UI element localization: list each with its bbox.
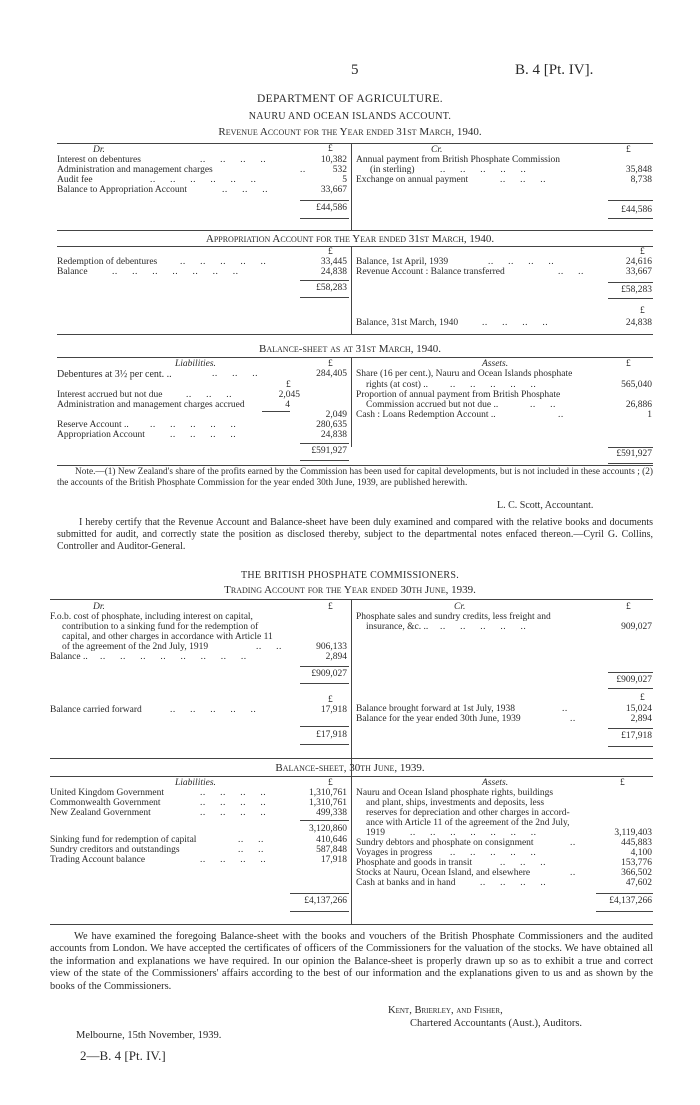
bs1939-asset-row-amount: 47,602 [625, 878, 652, 888]
trading-dr-row-label: Balance .. [50, 652, 88, 662]
bs1939-pound-liab: £ [328, 778, 333, 788]
bs1939-liab-row-amount: 1,310,761 [309, 798, 347, 808]
bs1939-liab-row-label: Sinking fund for redemption of capital [50, 835, 197, 845]
appropriation-cr-row-amount: 24,616 [625, 257, 652, 267]
bs1939-asset-row-amount: 153,776 [621, 858, 652, 868]
auditors-firm: Kent, Brierley, and Fisher, [388, 1005, 503, 1016]
bs1939-liab-row-label: Trading Account balance [50, 855, 146, 865]
bs1939-asset-row-label: Sundry debtors and phosphate on consignment [356, 838, 534, 848]
bs1940-liabilities-head: Liabilities. [175, 359, 216, 369]
appropriation-total-dr: £58,283 [316, 283, 347, 293]
appropriation-dr-row-amount: 24,838 [320, 267, 347, 277]
trading-pound-dr: £ [328, 602, 333, 612]
department-title: DEPARTMENT OF AGRICULTURE. [257, 93, 443, 105]
bs1939-liab-row-label: United Kingdom Government [50, 788, 164, 798]
appropriation-account-title: Appropriation Account for the Year ended 31st March, 1940. [205, 233, 495, 245]
trading-carried-label: Balance carried forward [50, 705, 142, 715]
footer-reference: 2—B. 4 [Pt. IV.] [80, 1048, 166, 1063]
bs1940-pound-liab: £ [328, 359, 333, 369]
bs1940-interest-amount: 2,045 [278, 390, 300, 400]
bs1940-asset-row-amount: 26,886 [625, 400, 652, 410]
bs1939-total-assets: £4,137,266 [609, 896, 652, 906]
balance-sheet-1940-title: Balance-sheet as at 31st March, 1940. [259, 343, 441, 355]
revenue-total-cr: £44,586 [621, 205, 652, 215]
bs1940-asset-row-label: Proportion of annual payment from British Phosphate [356, 390, 561, 400]
trading-total2-cr: £17,918 [621, 731, 652, 741]
revenue-dr-row-label: Administration and management charges [57, 165, 213, 175]
trading-brought-row-label: Balance for the year ended 30th June, 1939 [356, 714, 521, 724]
note-text: Note.—(1) New Zealand's share of the profits earned by the Commission has been used for capital developments, but is not included in these accounts ; (2) the accounts of the British Phosphate Commission for the year ended 30th June, 1939, are published herewith. [57, 467, 653, 488]
trading-cr-row-label: Phosphate sales and sundry credits, less freight and [356, 612, 551, 622]
note-signature: L. C. Scott, Accountant. [497, 500, 594, 511]
place-date: Melbourne, 15th November, 1939. [76, 1030, 222, 1041]
bs1940-debentures-amount: 284,405 [316, 369, 347, 379]
appropriation-pound-cr: £ [640, 247, 645, 257]
trading-cr-row-label: insurance, &c. .. [366, 622, 429, 632]
bs1939-asset-row-label: Cash at banks and in hand [356, 878, 456, 888]
bs1939-asset-row-label: ance with Article 11 of the agreement of the 2nd July, [366, 818, 570, 828]
page: 5 B. 4 [Pt. IV]. DEPARTMENT OF AGRICULTURE. NAURU AND OCEAN ISLANDS ACCOUNT. Revenue Account for the Year ended 31st March, 1940. Dr. £ Cr. £ Interest on debentures .. .. .. .. 10,382 Administration and management charges .. 532 Audit fee .. .. .. .. .. .. 5 Balance to Appropriation Account .. .. .. 33,667 Annual payment from British Phosphate Commission (in sterling) .. .. .. .. .. 35,848 Exchange on annual payment .. .. .. 8,738 £44,586 £44,586 Appropriation Account for the Year ended 31st March, 1940. £ £ Redemption of debentures .. .. .. .. .. 33,445 Balance .. .. .. .. .. .. .. 24,838 Balance, 1st April, 1939 .. .. .. .. 24,616 Revenue Account : Balance transferred .. .. 33,667 £58,283 £58,283 £ Balance, 31st March, 1940 .. .. .. .. 24,838 Balance-sheet as at 31st March, 1940. Liabilities. £ Assets. £ Debentures at 3½ per cent. .. .. .. .. 284,405 £ Interest accrued but not due .. .. .. 2,045 Administration and management charges accrued 4 2,049 Reserve Account .. .. .. .. .. .. 280,635 Appropriation Account .. .. .. .. 24,838 Share (16 per cent.), Nauru and Ocean Islands phosphate rights (at cost) .. .. .. .. .. .. 565,040 Proportion of annual payment from British Phosphate Commission accrued but not due .. .. .. 26,886 Cash : Loans Redemption Account .. .. 1 £591,927 £591,927 Note.—(1) New Zealand's share of the profits earned by the Commission has been used for capital developments, but is not included in these accounts ; (2) the accounts of the British Phosphate Commission for the year ended 30th June, 1939, are published herewith. L. C. Scott, Accountant. I hereby certify that the Revenue Account and Balance-sheet have been duly examined and compared with the relative books and documents submitted for audit, and correctly state the position as disclosed thereby, subject to the departmental notes enfaced thereon.—Cyril G. Collins, Controller and Auditor-General. THE BRITISH PHOSPHATE COMMISSIONERS. Trading Account for the Year ended 30th June, 1939. Dr. £ Cr. £ F.o.b. cost of phosphate, including interest on capital, contribution to a sinking fund for the redemption of capital, and other charges in accordance with Article 11 of the agreement of the 2nd July, 1919 .. .. 906,133 Balance .. .. .. .. .. .. .. .. .. 2,894 Phosphate sales and sundry credits, less freight and insurance, &c. .. .. .. .. .. .. 909,027 £909,027 £909,027 £ £ Balance carried forward .. .. .. .. .. 17,918 Balance brought forward at 1st July, 1938 .. 15,024 Balance for the year ended 30th June, 1939 .. 2,894 £17,918 £17,918 Balance-sheet, 30th June, 1939. Liabilities. £ Assets. £ United Kingdom Government .. .. .. .. 1,310,761 Commonwealth Government .. .. .. .. 1,310,761 New Zealand Government .. .. .. .. 499,338 3,120,860 Sinking fund for redemption of capital .. .. 410,646 Sundry creditors and outstandings .. .. 587,848 Trading Account balance .. .. .. .. 17,918 Nauru and Ocean Island phosphate rights, buildings and plant, ships, investments and deposits, less reserves for depreciation and other charges in accord- ance with Article 11 of the agreement of the 2nd July, 1919 .. .. .. .. .. .. .. 3,119,403 Sundry debtors and phosphate on consignment .. 445,883 Voyages in progress .. .. .. .. .. 4,100 Phosphate and goods in transit .. .. .. 153,776 Stocks at Nauru, Ocean Island, and elsewhere .. 366,502 Cash at banks and in hand .. .. .. .. 47,602 £4,137,266 £4,137,266 We have examined the foregoing Balance-sheet with the books and vouchers of the British Phosphate Commissioners and the audited accounts from London. We have accepted the certificates of officers of the Commissioners for the valuation of the stocks. We have obtained all the information and explanations we have required. In our opinion the Balance-sheet is properly drawn up so as to exhibit a true and correct view of the state of the Commissioners' affairs according to the best of our information and the explanations given to us and as shown by the books of the Commissioners. Kent, Brierley, and Fisher, Chartered Accountants (Aust.), Auditors. Melbourne, 15th November, 1939. 2—B. 4 [Pt. IV.] [0, 0, 700, 1105]
bs1939-liab-row-label: Commonwealth Government [50, 798, 161, 808]
revenue-account-title: Revenue Account for the Year ended 31st March, 1940. [218, 126, 482, 138]
trading-brought-row-amount: 2,894 [630, 714, 652, 724]
bs1939-asset-row-amount: 366,502 [621, 868, 652, 878]
trading-total-dr: £909,027 [311, 669, 347, 679]
revenue-cr-row-label: (in sterling) [370, 165, 415, 175]
bs1940-pound-sub: £ [286, 380, 291, 390]
bs1939-asset-row-amount: 4,100 [630, 848, 652, 858]
audit-report-text: We have examined the foregoing Balance-sheet with the books and vouchers of the British Phosphate Commissioners and the audited accounts from London. We have accepted the certificates of officers of the Commissioners for the valuation of the stocks. We have obtained all the information and explanations we have required. In our opinion the Balance-sheet is properly drawn up so as to exhibit a true and correct view of the state of the Commissioners' affairs according to the best of our information and the explanations given to us and as shown by the books of the Commissioners. [50, 931, 653, 992]
trading-brought-row-amount: 15,024 [625, 704, 652, 714]
appropriation-cr-row-amount: 33,667 [625, 267, 652, 277]
trading-dr-row-amount: 2,894 [325, 652, 347, 662]
series-reference: B. 4 [Pt. IV]. [515, 62, 594, 78]
bs1940-interest-label: Interest accrued but not due [57, 390, 163, 400]
bs1939-liab-row-amount: 410,646 [316, 835, 347, 845]
bs1939-liab-subtotal: 3,120,860 [309, 824, 347, 834]
trading-cr-row-amount: 909,027 [621, 622, 652, 632]
revenue-cr-row-label: Annual payment from British Phosphate Commission [356, 155, 560, 165]
appropriation-pound-dr: £ [328, 247, 333, 257]
bs1940-admin-amount: 4 [285, 400, 290, 410]
revenue-cr-row-label: Exchange on annual payment [356, 175, 469, 185]
revenue-cr-row-amount: 35,848 [625, 165, 652, 175]
bs1940-total-assets: £591,927 [616, 449, 652, 459]
bs1939-asset-row-label: reserves for depreciation and other charges in accord- [366, 808, 570, 818]
certification-text: I hereby certify that the Revenue Account and Balance-sheet have been duly examined and compared with the relative books and documents submitted for audit, and correctly state the position as disclosed thereby, subject to the departmental notes enfaced thereon.—Cyril G. Collins, Controller and Auditor-General. [57, 517, 653, 552]
bs1940-asset-row-label: Cash : Loans Redemption Account .. [356, 410, 496, 420]
revenue-dr-row-amount: 33,667 [320, 185, 347, 195]
trading-dr-row-label: contribution to a sinking fund for the redemption of [62, 622, 259, 632]
page-number: 5 [351, 62, 359, 78]
trading-dr-row-amount: 906,133 [316, 642, 347, 652]
bs1940-asset-row-label: Commission accrued but not due .. [366, 400, 499, 410]
nauru-account-title: NAURU AND OCEAN ISLANDS ACCOUNT. [248, 111, 452, 122]
revenue-dr-row-label: Interest on debentures [57, 155, 141, 165]
bs1939-asset-row-label: Nauru and Ocean Island phosphate rights, buildings [356, 788, 554, 798]
revenue-pound-dr: £ [328, 144, 333, 154]
bs1940-total-liabilities: £591,927 [311, 446, 347, 456]
trading-dr-row-label: F.o.b. cost of phosphate, including interest on capital, [50, 612, 253, 622]
bs1939-asset-row-label: 1919 [366, 828, 385, 838]
revenue-dr-row-label: Audit fee [57, 175, 93, 185]
trading-brought-pound: £ [640, 693, 645, 703]
appropriation-cr-row-label: Balance, 1st April, 1939 [356, 257, 449, 267]
trading-account-title: Trading Account for the Year ended 30th June, 1939. [224, 584, 476, 596]
trading-dr-row-label: of the agreement of the 2nd July, 1919 [62, 642, 209, 652]
bs1939-assets-head: Assets. [482, 778, 509, 788]
bs1940-assets-head: Assets. [482, 359, 509, 369]
appropriation-dr-row-label: Redemption of debentures [57, 257, 158, 267]
revenue-dr-row-amount: 532 [332, 165, 347, 175]
trading-total2-dr: £17,918 [316, 730, 347, 740]
auditors-title: Chartered Accountants (Aust.), Auditors. [410, 1018, 583, 1029]
bs1939-liab-row-label: Sundry creditors and outstandings [50, 845, 180, 855]
bs1940-debentures-label: Debentures at 3½ per cent. .. [57, 369, 172, 380]
bs1939-asset-row-label: Stocks at Nauru, Ocean Island, and elsewhere [356, 868, 531, 878]
trading-carried-amount: 17,918 [320, 705, 347, 715]
revenue-dr-label: Dr. [93, 145, 105, 155]
revenue-dr-row-label: Balance to Appropriation Account [57, 185, 188, 195]
trading-total-cr: £909,027 [616, 675, 652, 685]
appropriation-dr-row-label: Balance [57, 267, 88, 277]
bs1939-liab-row-amount: 17,918 [320, 855, 347, 865]
bpc-title: THE BRITISH PHOSPHATE COMMISSIONERS. [240, 570, 460, 581]
bs1939-liab-row-amount: 499,338 [316, 808, 347, 818]
bs1940-appropriation-amount: 24,838 [320, 430, 347, 440]
bs1940-asset-row-label: rights (at cost) .. [366, 380, 429, 390]
trading-brought-row-label: Balance brought forward at 1st July, 1938 [356, 704, 515, 714]
bs1939-total-liabilities: £4,137,266 [304, 896, 347, 906]
revenue-cr-row-amount: 8,738 [630, 175, 652, 185]
bs1939-liab-row-label: New Zealand Government [50, 808, 151, 818]
bs1939-asset-row-amount: 3,119,403 [614, 828, 652, 838]
bs1939-liab-row-amount: 1,310,761 [309, 788, 347, 798]
balance-sheet-1939-title: Balance-sheet, 30th June, 1939. [275, 762, 425, 774]
revenue-dr-row-amount: 10,382 [320, 155, 347, 165]
bs1939-asset-row-label: Phosphate and goods in transit [356, 858, 473, 868]
revenue-dr-row-amount: 5 [342, 175, 347, 185]
trading-pound-cr: £ [626, 602, 631, 612]
appropriation-total-cr: £58,283 [621, 285, 652, 295]
appropriation-cr-row-label: Revenue Account : Balance transferred [356, 267, 505, 277]
bs1940-pound-assets: £ [626, 359, 631, 369]
bs1940-reserve-amount: 280,635 [316, 420, 347, 430]
trading-dr-row-label: capital, and other charges in accordance with Article 11 [62, 632, 273, 642]
bs1940-asset-row-label: Share (16 per cent.), Nauru and Ocean Islands phosphate [356, 369, 573, 379]
bs1939-asset-row-label: and plant, ships, investments and deposits, less [366, 798, 545, 808]
bs1940-asset-row-amount: 565,040 [621, 380, 652, 390]
bs1939-pound-assets: £ [620, 778, 625, 788]
bs1939-liab-row-amount: 587,848 [316, 845, 347, 855]
revenue-total-dr: £44,586 [316, 203, 347, 213]
revenue-cr-label: Cr. [431, 145, 443, 155]
bs1939-liabilities-head: Liabilities. [175, 778, 216, 788]
trading-dr-label: Dr. [93, 602, 105, 612]
appropriation-closing-amount: 24,838 [625, 318, 652, 328]
bs1940-asset-row-amount: 1 [647, 410, 652, 420]
bs1940-subtotal: 2,049 [325, 410, 347, 420]
bs1940-admin-label: Administration and management charges accrued [57, 400, 245, 410]
bs1940-reserve-label: Reserve Account .. [57, 420, 129, 430]
bs1939-asset-row-amount: 445,883 [621, 838, 652, 848]
trading-cr-label: Cr. [454, 602, 466, 612]
trading-carried-pound: £ [328, 695, 333, 705]
bs1940-appropriation-label: Appropriation Account [57, 430, 145, 440]
revenue-pound-cr: £ [626, 145, 631, 155]
bs1939-asset-row-label: Voyages in progress [356, 848, 433, 858]
appropriation-closing-pound: £ [640, 306, 645, 316]
appropriation-dr-row-amount: 33,445 [320, 257, 347, 267]
appropriation-closing-label: Balance, 31st March, 1940 [356, 318, 459, 328]
